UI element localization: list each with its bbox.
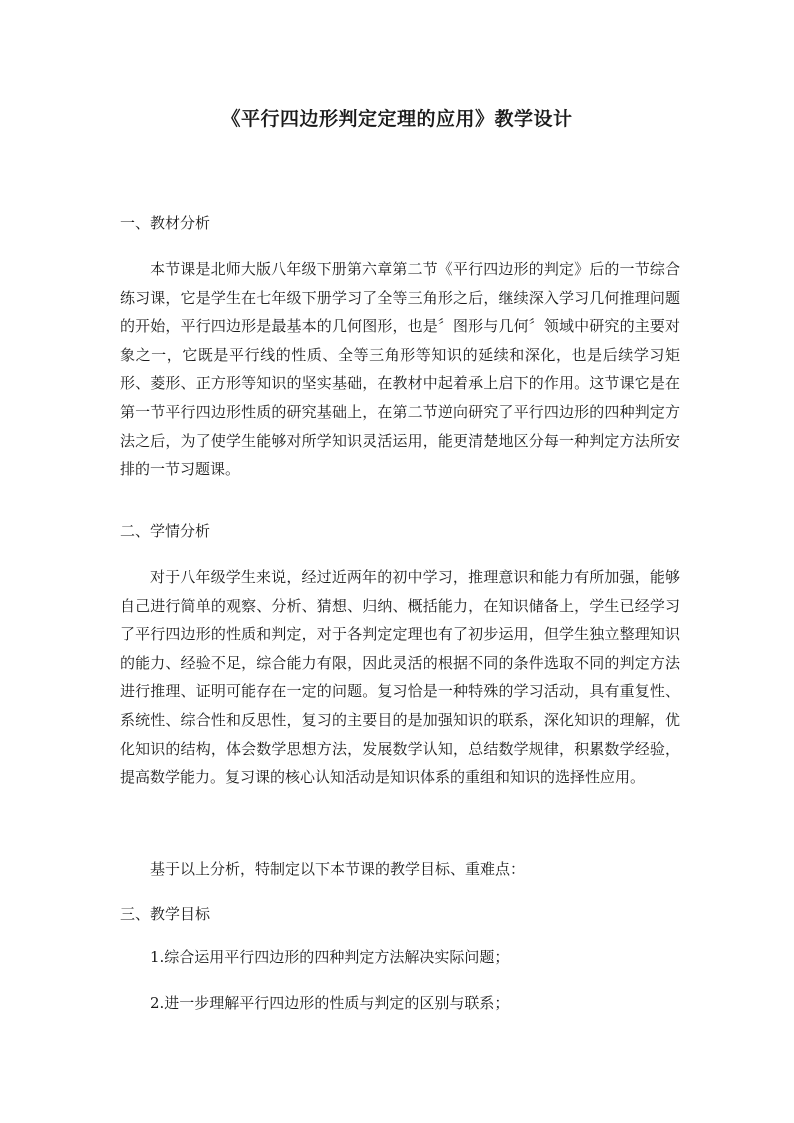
heading-teaching-goals: 三、教学目标 <box>120 905 211 923</box>
document-title: 《平行四边形判定定理的应用》教学设计 <box>221 108 573 130</box>
heading-student-analysis: 二、学情分析 <box>120 522 211 540</box>
paragraph-student-analysis: 对于八年级学生来说，经过近两年的初中学习，推理意识和能力有所加强，能够自己进行简单的观察、分析、猜想、归纳、概括能力，在知识储备上，学生已经学习了平行四边形的性质和判定，对于各判定定理也有了初步运用，但学生独立整理知识的能力、经验不足，综合能力有限，因此灵活的根据不同的条件选取不同的判定方法进行推理、证明可能存在一定的问题。复习恰是一种特殊的学习活动，具有重复性、系统性、综合性和反思性，复习的主要目的是加强知识的联系，深化知识的理解，优化知识的结构，体会数学思想方法，发展数学认知，总结数学规律，积累数学经验，提高数学能力。复习课的核心认知活动是知识体系的重组和知识的选择性应用。 <box>120 568 680 787</box>
paragraph-summary: 基于以上分析，特制定以下本节课的教学目标、重难点： <box>150 860 526 878</box>
heading-textbook-analysis: 一、教材分析 <box>120 214 211 232</box>
goal-item-2: 2.进一步理解平行四边形的性质与判定的区别与联系； <box>150 994 510 1012</box>
goal-item-1: 1.综合运用平行四边形的四种判定方法解决实际问题； <box>150 948 510 966</box>
paragraph-textbook-analysis: 本节课是北师大版八年级下册第六章第二节《平行四边形的判定》后的一节综合练习课，它是学生在七年级下册学习了全等三角形之后，继续深入学习几何推理问题的开始，平行四边形是最基本的几何图形，也是〞图形与几何〞领域中研究的主要对象之一，它既是平行线的性质、全等三角形等知识的延续和深化，也是后续学习矩形、菱形、正方形等知识的坚实基础，在教材中起着承上启下的作用。这节课它是在第一节平行四边形性质的研究基础上，在第二节逆向研究了平行四边形的四种判定方法之后，为了使学生能够对所学知识灵活运用，能更清楚地区分每一种判定方法所安排的一节习题课。 <box>120 260 680 479</box>
